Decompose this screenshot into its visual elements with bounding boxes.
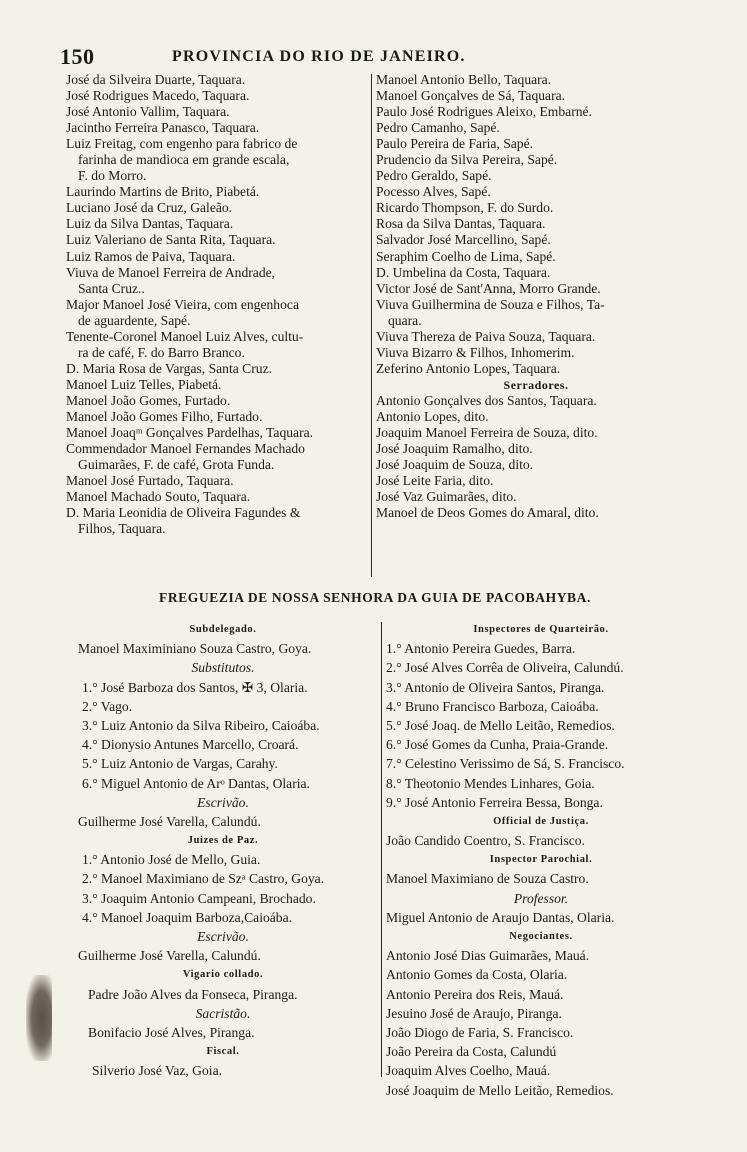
bottom-left-column — [68, 620, 378, 1081]
escrivao2-heading: Escrivão. — [197, 929, 249, 944]
entry-line: Manoel Joaqᵐ Gonçalves Pardelhas, Taquara. — [66, 425, 314, 441]
negociante-entry: João Diogo de Faria, S. Francisco. — [386, 1024, 574, 1040]
subdelegado-heading: Subdelegado. — [189, 624, 257, 635]
professor-entry: Miguel Antonio de Araujo Dantas, Olaria. — [386, 909, 615, 925]
entry-line: Manoel João Gomes Filho, Furtado. — [66, 408, 263, 424]
entry-line: Zeferino Antonio Lopes, Taquara. — [376, 360, 561, 376]
substituto-entry: 2.° Vago. — [82, 698, 133, 714]
inspector-entry: 6.° José Gomes da Cunha, Praia-Grande. — [386, 737, 609, 753]
entry-line: Santa Cruz.. — [78, 280, 145, 296]
inspector-parochial-entry: Manoel Maximiano de Souza Castro. — [386, 871, 589, 887]
page-margin-stain — [26, 975, 52, 1061]
juiz-entry: 1.° Antonio José de Mello, Guia. — [82, 852, 261, 868]
inspector-entry: 9.° José Antonio Ferreira Bessa, Bonga. — [386, 794, 603, 810]
negociante-entry: João Pereira da Costa, Calundú — [386, 1044, 557, 1060]
entry-line: Pocesso Alves, Sapé. — [376, 184, 491, 200]
entry-line: Viuva Bizarro & Filhos, Inhomerim. — [376, 344, 575, 360]
entry-line: D. Umbelina da Costa, Taquara. — [376, 264, 551, 280]
entry-line: Luiz da Silva Dantas, Taquara. — [66, 216, 234, 232]
entry-line: Luiz Ramos de Paiva, Taquara. — [66, 248, 236, 264]
entry-line: Pedro Geraldo, Sapé. — [376, 168, 492, 184]
inspector-entry: 7.° Celestino Verissimo de Sá, S. Francisco. — [386, 756, 625, 772]
negociante-entry: Jesuino José de Araujo, Piranga. — [386, 1005, 562, 1021]
entry-line: Luiz Freitag, com engenho para fabrico de — [66, 136, 298, 152]
column-divider-bottom — [381, 622, 382, 1077]
page-number: 150 — [60, 44, 95, 69]
entry-line: farinha de mandioca em grande escala, — [78, 152, 290, 168]
sacristao-heading: Sacristão. — [195, 1005, 251, 1021]
entry-line: de aguardente, Sapé. — [78, 312, 191, 328]
juizes-heading: Juizes de Paz. — [187, 835, 259, 847]
official-heading: Official de Justiça. — [493, 815, 589, 827]
entry-line: Viuva Thereza de Paiva Souza, Taquara. — [376, 328, 596, 344]
entry-line: José Joaquim Ramalho, dito. — [376, 441, 533, 457]
entry-line: Viuva de Manoel Ferreira de Andrade, — [66, 264, 276, 280]
entry-line: Manoel Antonio Bello, Taquara. — [376, 72, 552, 87]
entry-line: José Rodrigues Macedo, Taquara. — [66, 88, 250, 104]
entry-line: Manoel José Furtado, Taquara. — [66, 473, 234, 489]
entry-line: Rosa da Silva Dantas, Taquara. — [376, 216, 546, 232]
parish-section-title: FREGUEZIA DE NOSSA SENHORA DA GUIA DE PACOBAHYBA. — [159, 590, 591, 605]
substituto-entry: 3.° Luiz Antonio da Silva Ribeiro, Caioába. — [82, 717, 320, 733]
inspector-entry: 5.° José Joaq. de Mello Leitão, Remedios. — [386, 717, 615, 733]
entry-line: Luiz Valeriano de Santa Rita, Taquara. — [66, 232, 276, 248]
official-entry: João Candido Coentro, S. Francisco. — [386, 833, 585, 849]
escrivao-entry: Guilherme José Varella, Calundú. — [78, 813, 261, 829]
inspector-entry: 4.° Bruno Francisco Barboza, Caioába. — [386, 698, 599, 714]
substitutos-heading: Substitutos. — [191, 660, 255, 676]
entry-line: Jacintho Ferreira Panasco, Taquara. — [66, 120, 260, 136]
entry-line: Manoel Luiz Telles, Piabetá. — [66, 376, 222, 392]
inspector-entry: 3.° Antonio de Oliveira Santos, Piranga. — [386, 679, 605, 695]
entry-line: Manoel de Deos Gomes do Amaral, dito. — [376, 505, 599, 521]
entry-line: D. Maria Leonidia de Oliveira Fagundes & — [66, 505, 301, 521]
top-right-column — [376, 72, 696, 521]
substituto-entry: 5.° Luiz Antonio de Vargas, Carahy. — [82, 756, 278, 772]
entry-line: Major Manoel José Vieira, com engenhoca — [66, 296, 299, 312]
entry-line: F. do Morro. — [78, 168, 147, 184]
entry-line: José da Silveira Duarte, Taquara. — [66, 72, 246, 87]
serradores-heading: Serradores. — [503, 377, 569, 392]
juiz-entry: 3.° Joaquim Antonio Campeani, Brochado. — [82, 890, 316, 906]
entry-line: Luciano José da Cruz, Galeão. — [66, 200, 233, 216]
entry-line: Manoel Gonçalves de Sá, Taquara. — [376, 88, 566, 104]
entry-line: Prudencio da Silva Pereira, Sapé. — [376, 152, 558, 168]
subdelegado-entry: Manoel Maximiniano Souza Castro, Goya. — [78, 641, 312, 657]
entry-line: Victor José de Sant'Anna, Morro Grande. — [376, 280, 601, 296]
entry-line: José Antonio Vallim, Taquara. — [66, 104, 230, 120]
negociante-entry: Antonio José Dias Guimarães, Mauá. — [386, 948, 590, 964]
inspector-entry: 2.° José Alves Corrêa de Oliveira, Calundú. — [386, 660, 624, 676]
negociante-entry: Antonio Gomes da Costa, Olaria. — [386, 967, 568, 983]
entry-line: D. Maria Rosa de Vargas, Santa Cruz. — [66, 360, 273, 376]
entry-line: Tenente-Coronel Manoel Luiz Alves, cultu- — [66, 328, 304, 344]
fiscal-entry: Silverio José Vaz, Goia. — [92, 1063, 223, 1079]
entry-line: Laurindo Martins de Brito, Piabetá. — [66, 184, 260, 200]
escrivao2-entry: Guilherme José Varella, Calundú. — [78, 948, 261, 964]
inspector-entry: 1.° Antonio Pereira Guedes, Barra. — [386, 641, 576, 657]
running-title: PROVINCIA DO RIO DE JANEIRO. — [172, 48, 466, 65]
fiscal-heading: Fiscal. — [206, 1046, 240, 1058]
juiz-entry: 2.° Manoel Maximiano de Szᵃ Castro, Goya. — [82, 871, 325, 887]
running-head — [60, 44, 690, 72]
inspectores-heading: Inspectores de Quarteirão. — [473, 624, 609, 635]
entry-line: José Joaquim de Souza, dito. — [376, 457, 534, 473]
inspector-entry: 8.° Theotonio Mendes Linhares, Goia. — [386, 775, 595, 791]
negociantes-heading: Negociantes. — [509, 931, 573, 942]
vigario-heading: Vigario collado. — [182, 969, 264, 981]
negociante-entry: Joaquim Alves Coelho, Mauá. — [386, 1063, 551, 1079]
entry-line: Filhos, Taquara. — [78, 521, 166, 537]
sacristao-entry: Bonifacio José Alves, Piranga. — [88, 1024, 255, 1040]
juizes-list — [68, 850, 378, 927]
negociantes-list — [386, 946, 696, 1100]
inspector-parochial-heading: Inspector Parochial. — [489, 854, 593, 866]
entry-line: Paulo Pereira de Faria, Sapé. — [376, 136, 534, 152]
entry-line: Antonio Lopes, dito. — [376, 408, 489, 424]
entry-line: Commendador Manoel Fernandes Machado — [66, 441, 305, 457]
negociante-entry: Antonio Pereira dos Reis, Mauá. — [386, 986, 564, 1002]
entry-line: Salvador José Marcellino, Sapé. — [376, 232, 551, 248]
entry-line: José Vaz Guimarães, dito. — [376, 489, 517, 505]
vigario-entry: Padre João Alves da Fonseca, Piranga. — [88, 986, 298, 1002]
entry-line: Manoel João Gomes, Furtado. — [66, 392, 231, 408]
entry-line: Seraphim Coelho de Lima, Sapé. — [376, 248, 556, 264]
top-left-column — [66, 72, 366, 537]
entry-line: quara. — [388, 312, 422, 328]
entry-line: Joaquim Manoel Ferreira de Souza, dito. — [376, 425, 598, 441]
column-divider-top — [371, 74, 372, 577]
entry-line: José Leite Faria, dito. — [376, 473, 494, 489]
professor-heading: Professor. — [513, 890, 569, 906]
entry-line: Pedro Camanho, Sapé. — [376, 120, 500, 136]
inspectores-list — [386, 639, 696, 812]
entry-line: Viuva Guilhermina de Souza e Filhos, Ta- — [376, 296, 605, 312]
entry-line: ra de café, F. do Barro Branco. — [78, 344, 245, 360]
juiz-entry: 4.° Manoel Joaquim Barboza,Caioába. — [82, 909, 293, 925]
substituto-entry: 4.° Dionysio Antunes Marcello, Croará. — [82, 737, 299, 753]
substitutos-list — [68, 678, 378, 793]
escrivao-heading: Escrivão. — [197, 794, 249, 810]
entry-line: Ricardo Thompson, F. do Surdo. — [376, 200, 554, 216]
entry-line: Paulo José Rodrigues Aleixo, Embarné. — [376, 104, 592, 120]
entry-line: Manoel Machado Souto, Taquara. — [66, 489, 251, 505]
substituto-entry: 1.° José Barboza dos Santos, ✠ 3, Olaria. — [82, 679, 308, 695]
bottom-right-column — [386, 620, 696, 1100]
entry-line: Guimarães, F. de café, Grota Funda. — [78, 457, 275, 473]
substituto-entry: 6.° Miguel Antonio de Arᵒ Dantas, Olaria. — [82, 775, 310, 791]
entry-line: Antonio Gonçalves dos Santos, Taquara. — [376, 392, 597, 408]
negociante-entry: José Joaquim de Mello Leitão, Remedios. — [386, 1082, 614, 1098]
